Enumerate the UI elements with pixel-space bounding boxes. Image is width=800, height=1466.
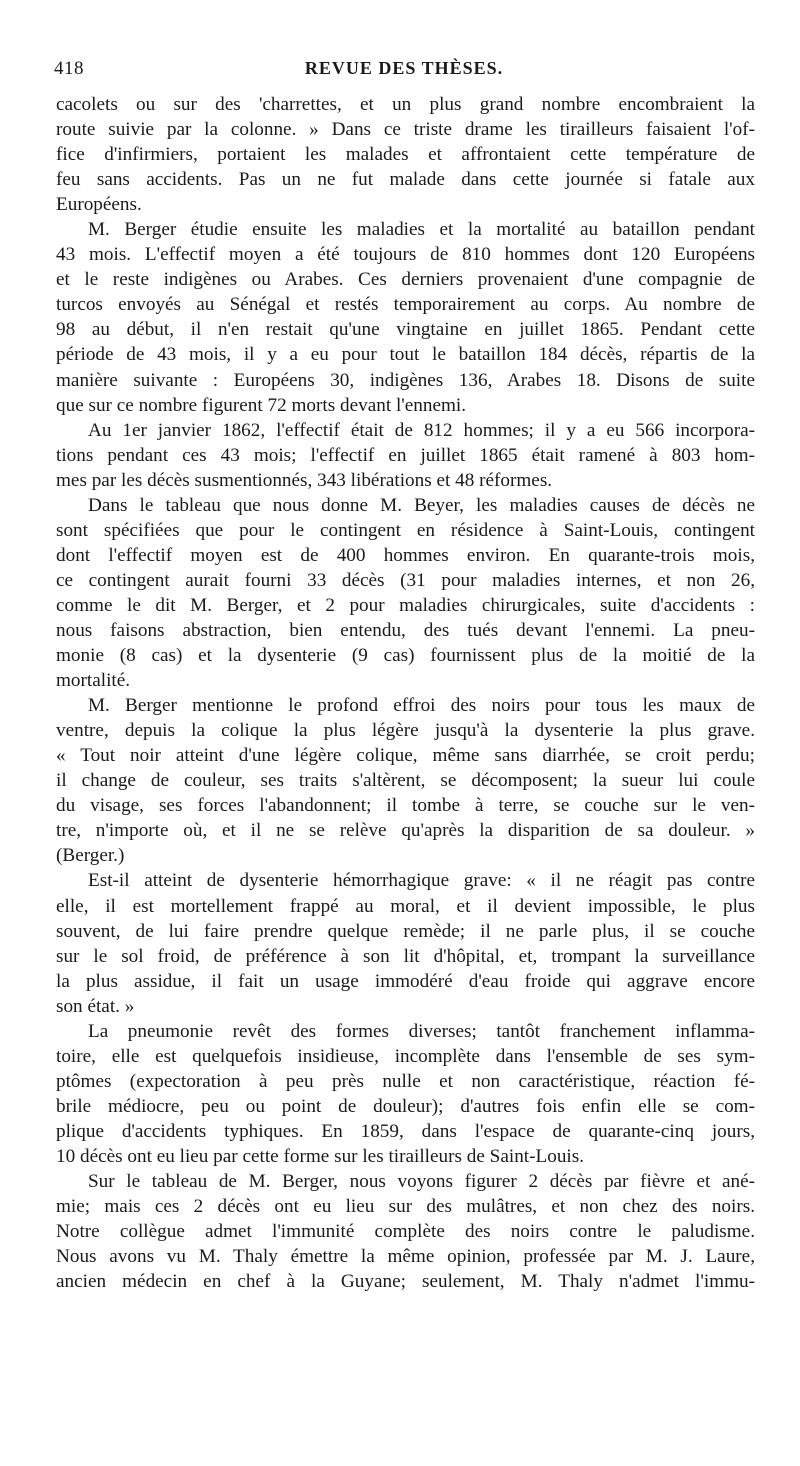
text-line: souvent, de lui faire prendre quelque remède; il ne parle plus, il se couche xyxy=(56,920,755,942)
text-line: monie (8 cas) et la dysenterie (9 cas) fournissent plus de la moitié de la xyxy=(56,645,755,667)
text-line: Notre collègue admet l'immunité complète des noirs contre le paludisme. xyxy=(56,1221,755,1243)
body-text xyxy=(56,92,755,1294)
text-line: tre, n'importe où, et il ne se relève qu'après la disparition de sa douleur. » xyxy=(56,820,755,842)
text-line: Au 1er janvier 1862, l'effectif était de 812 hommes; il y a eu 566 incorpora- xyxy=(88,419,755,441)
text-line: cacolets ou sur des 'charrettes, et un plus grand nombre encombraient la xyxy=(56,94,755,115)
text-line: ventre, depuis la colique la plus légère jusqu'à la dysenterie la plus grave. xyxy=(56,720,755,742)
text-line: ancien médecin en chef à la Guyane; seulement, M. Thaly n'admet l'immu- xyxy=(56,1271,755,1293)
text-line: ce contingent aurait fourni 33 décès (31 pour maladies internes, et non 26, xyxy=(56,569,755,591)
text-line: Est-il atteint de dysenterie hémorrhagique grave: « il ne réagit pas contre xyxy=(88,870,755,892)
text-line: 43 mois. L'effectif moyen a été toujours de 810 hommes dont 120 Européens xyxy=(56,244,755,266)
text-line: il change de couleur, ses traits s'altèrent, se décomposent; la sueur lui coule xyxy=(56,770,755,792)
text-line: brile médiocre, peu ou point de douleur); d'autres fois enfin elle se com- xyxy=(56,1095,755,1117)
text-line: tions pendant ces 43 mois; l'effectif en juillet 1865 était ramené à 803 hom- xyxy=(56,444,755,466)
text-line: mortalité. xyxy=(56,670,131,692)
text-line: sont spécifiées que pour le contingent en résidence à Saint-Louis, contingent xyxy=(56,519,755,541)
text-line: feu sans accidents. Pas un ne fut malade dans cette journée si fatale aux xyxy=(56,169,755,191)
text-line: comme le dit M. Berger, et 2 pour maladies chirurgicales, suite d'accidents : xyxy=(56,594,755,616)
text-line: Européens. xyxy=(56,194,142,216)
text-line: 98 au début, il n'en restait qu'une vingtaine en juillet 1865. Pendant cette xyxy=(56,319,755,341)
text-line: nous faisons abstraction, bien entendu, des tués devant l'ennemi. La pneu- xyxy=(56,619,755,641)
text-line: fice d'infirmiers, portaient les malades et affrontaient cette température de xyxy=(56,144,755,166)
running-title: REVUE DES THÈSES. xyxy=(304,58,504,78)
text-line: manière suivante : Européens 30, indigènes 136, Arabes 18. Disons de suite xyxy=(56,369,755,391)
text-line: dont l'effectif moyen est de 400 hommes environ. En quarante-trois mois, xyxy=(56,544,755,566)
text-line: que sur ce nombre figurent 72 morts devant l'ennemi. xyxy=(56,394,467,416)
text-line: la plus assidue, il fait un usage immodéré d'eau froide qui aggrave encore xyxy=(56,970,755,992)
text-line: et le reste indigènes ou Arabes. Ces derniers provenaient d'une compagnie de xyxy=(56,269,755,291)
page-number: 418 xyxy=(54,58,84,79)
text-line: La pneumonie revêt des formes diverses; tantôt franchement inflamma- xyxy=(88,1020,755,1042)
text-line: sur le sol froid, de préférence à son lit d'hôpital, et, trompant la surveillance xyxy=(56,945,755,967)
text-line: toire, elle est quelquefois insidieuse, incomplète dans l'ensemble de ses sym- xyxy=(56,1045,755,1067)
text-line: mie; mais ces 2 décès ont eu lieu sur des mulâtres, et non chez des noirs. xyxy=(56,1196,755,1218)
text-line: (Berger.) xyxy=(56,845,125,867)
text-line: du visage, ses forces l'abandonnent; il tombe à terre, se couche sur le ven- xyxy=(56,795,755,817)
text-line: elle, il est mortellement frappé au moral, et il devient impossible, le plus xyxy=(56,895,755,917)
text-line: ptômes (expectoration à peu près nulle et non caractéristique, réaction fé- xyxy=(56,1070,755,1092)
text-line: M. Berger étudie ensuite les maladies et la mortalité au bataillon pendant xyxy=(88,219,755,241)
page-header xyxy=(54,58,754,88)
text-line: M. Berger mentionne le profond effroi des noirs pour tous les maux de xyxy=(88,695,755,717)
text-line: route suivie par la colonne. » Dans ce triste drame les tirailleurs faisaient l'of- xyxy=(56,119,755,141)
text-line: son état. » xyxy=(56,995,135,1017)
text-line: période de 43 mois, il y a eu pour tout le bataillon 184 décès, répartis de la xyxy=(56,344,755,366)
text-line: « Tout noir atteint d'une légère colique, même sans diarrhée, se croit perdu; xyxy=(56,745,755,767)
text-line: turcos envoyés au Sénégal et restés temporairement au corps. Au nombre de xyxy=(56,294,755,316)
text-line: Nous avons vu M. Thaly émettre la même opinion, professée par M. J. Laure, xyxy=(56,1246,755,1268)
text-line: 10 décès ont eu lieu par cette forme sur les tirailleurs de Saint-Louis. xyxy=(56,1145,585,1167)
text-line: plique d'accidents typhiques. En 1859, dans l'espace de quarante-cinq jours, xyxy=(56,1120,755,1142)
text-line: mes par les décès susmentionnés, 343 libérations et 48 réformes. xyxy=(56,469,553,491)
text-line: Dans le tableau que nous donne M. Beyer, les maladies causes de décès ne xyxy=(88,494,755,516)
text-line: Sur le tableau de M. Berger, nous voyons figurer 2 décès par fièvre et ané- xyxy=(88,1171,755,1193)
